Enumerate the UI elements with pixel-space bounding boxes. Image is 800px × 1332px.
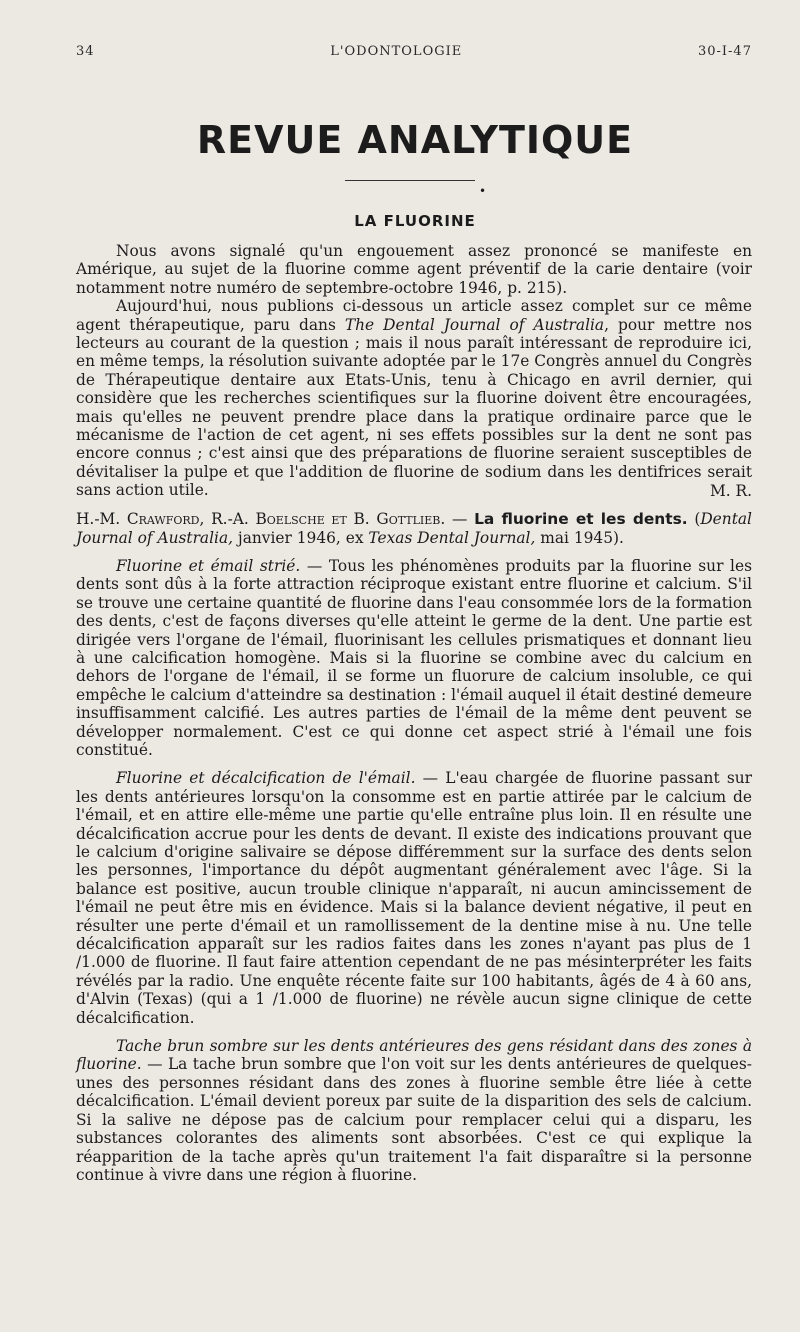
title-dot: • bbox=[479, 184, 487, 198]
intro-paragraph-2 bbox=[76, 297, 752, 499]
citation-authors: H.-M. Crawford, R.-A. Boelsche et B. Gottlieb. bbox=[76, 510, 446, 529]
intro-text: Aujourd'hui, nous publions ci-dessous un article assez complet sur ce même agent thérapeutique, paru dans bbox=[76, 297, 752, 334]
subsection-text: — Tous les phénomènes produits par la fluorine sur les dents sont dûs à la forte attraction réciproque existant entre fluorine et calcium. S'il se trouve une certaine quantité de fluorine dans l'eau consommée lors de la formation des dents, c'est de façons diverses qu'elle atteint le germe de la dent. Une partie est dirigée vers l'organe de l'émail, fluorinisant les cellules prismatiques et donnant lieu à une calcification homogène. Mais si la fluorine se combine avec du calcium en dehors de l'organe de l'émail, il se forme un fluorure de calcium insoluble, ce qui empêche le calcium d'atteindre sa destination : l'émail auquel il était destiné demeure insuffisamment calcifié. Les autres parties de l'émail de la même dent peuvent se développer normalement. C'est ce qui donne cet aspect strié à l'émail une fois constitué. bbox=[76, 556, 752, 759]
title-divider bbox=[345, 180, 475, 181]
citation-dash: — bbox=[445, 510, 475, 529]
journal-name: L'ODONTOLOGIE bbox=[330, 44, 463, 59]
citation-close: mai 1945). bbox=[535, 528, 624, 547]
citation-mid: janvier 1946, ex bbox=[233, 528, 369, 547]
subsection-heading: Fluorine et émail strié. bbox=[116, 556, 301, 575]
article-body bbox=[76, 242, 752, 1184]
section-email-strie bbox=[76, 557, 752, 759]
citation-title: La fluorine et les dents. bbox=[474, 510, 688, 529]
subsection-heading: Tache brun sombre sur les dents antérieures des gens résidant dans des zones à fluorine. bbox=[76, 1037, 752, 1074]
citation-source-1: Dental Journal of Australia, bbox=[76, 510, 752, 547]
citation-source-2: Texas Dental Journal, bbox=[368, 528, 536, 547]
page-number: 34 bbox=[76, 44, 95, 59]
signature: M. R. bbox=[709, 481, 752, 500]
section-title: LA FLUORINE bbox=[354, 212, 476, 230]
subsection-heading: Fluorine et décalcification de l'émail. bbox=[116, 769, 416, 788]
citation bbox=[76, 510, 752, 547]
intro-text-continued: , pour mettre nos lecteurs au courant de la question ; mais il nous paraît intéressant de reproduire ici, en même temps, la résolution suivante adoptée par le 17e Congrès annuel du Congrès de Thérapeutique dentaire aux Etats-Unis, tenu à Chicago en avril dernier, qui considère que les recherches scientifiques sur la fluorine doivent être encouragées, mais qu'elles ne peuvent prendre place dans la pratique ordinaire parce que le mécanisme de l'action de cet agent, ni ses effets possibles sur la dent ne sont pas encore connus ; c'est ainsi que des préparations de fluorine seraient susceptibles de dévitaliser la pulpe et que l'addition de fluorine de sodium dans les dentifrices serait sans action utile. bbox=[76, 315, 752, 500]
journal-reference: The Dental Journal of Australia bbox=[344, 315, 605, 334]
running-head bbox=[76, 44, 752, 59]
intro-paragraph-1: Nous avons signalé qu'un engouement assez prononcé se manifeste en Amérique, au sujet de la fluorine comme agent préventif de la carie dentaire (voir notamment notre numéro de septembre-octobre 1946, p. 215). bbox=[76, 242, 752, 297]
subsection-text: — La tache brun sombre que l'on voit sur les dents antérieures de quelques-unes des personnes résidant dans des zones à fluorine semble être liée à cette décalcification. L'émail devient poreux par suite de la disparition des sels de calcium. Si la salive ne dépose pas de calcium pour remplacer celui qui a disparu, les substances colorantes des aliments sont absorbées. C'est ce qui explique la réapparition de la tache après qu'un traitement l'a fait disparaître si la personne continue à vivre dans une région à fluorine. bbox=[76, 1055, 752, 1184]
section-decalcification bbox=[76, 769, 752, 1027]
subsection-text: — L'eau chargée de fluorine passant sur les dents antérieures lorsqu'on la consomme est en partie attirée par le calcium de l'émail, et en attire elle-même une partie qu'elle entraîne plus loin. Il en résulte une décalcification accrue pour les dents de devant. Il existe des indications prouvant que le calcium d'origine salivaire se dépose différemment sur la surface des dents selon les personnes, l'importance du dépôt augmentant généralement avec l'âge. Si la balance est positive, aucun trouble clinique n'apparaît, ni aucun amincissement de l'émail ne peut être mis en évidence. Mais si la balance devient négative, il peut en résulter une perte d'émail et un ramollissement de la dentine mise à nu. Une telle décalcification apparaît sur les radios faites dans les zones n'ayant pas plus de 1 /1.000 de fluorine. Il faut faire attention cependant de ne pas mésinterpréter les faits révélés par la radio. Une enquête récente faite sur 100 habitants, âgés de 4 à 60 ans, d'Alvin (Texas) (qui a 1 /1.000 de fluorine) ne révèle aucun signe clinique de cette décalcification. bbox=[76, 769, 752, 1027]
main-title: REVUE ANALYTIQUE bbox=[196, 118, 634, 162]
citation-open: ( bbox=[687, 510, 701, 529]
section-tache-brune bbox=[76, 1037, 752, 1184]
issue-date: 30-I-47 bbox=[697, 44, 752, 59]
